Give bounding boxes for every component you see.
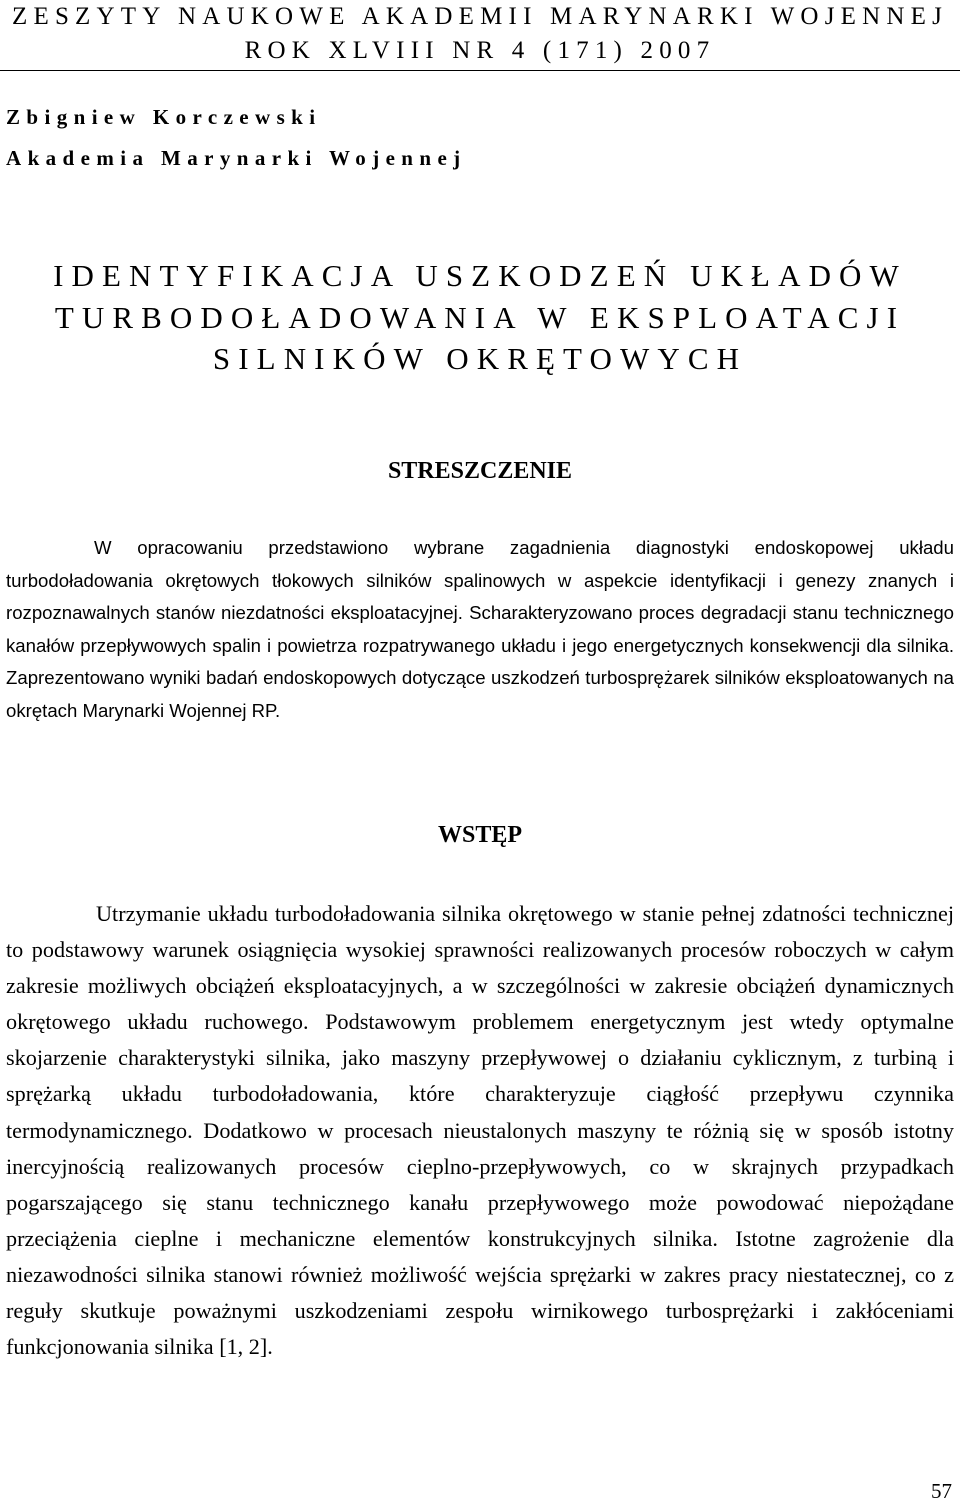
- page-number: 57: [931, 1479, 952, 1503]
- abstract-heading: STRESZCZENIE: [387, 458, 573, 484]
- abstract-text: W opracowaniu przedstawiono wybrane zagadnienia diagnostyki endoskopowej układu turbodoładowania okrętowych tłokowych silników spalinowych w aspekcie identyfikacji i genezy znanych i rozpoznawalnych stanów niezdatności eksploatacyjnej. Scharakteryzowano proces degradacji stanu technicznego kanałów przepływowych spalin i powietrza rozpatrywanego układu i jego energetycznych konsekwencji dla silnika. Zaprezentowano wyniki badań endoskopowych dotyczące uszkodzeń turbosprężarek silników eksploatowanych na okrętach Marynarki Wojennej RP.: [6, 537, 954, 721]
- abstract-section: [6, 532, 954, 727]
- journal-title: ZESZYTY NAUKOWE AKADEMII MARYNARKI WOJENNEJ: [12, 3, 948, 30]
- author-name: Zbigniew Korczewski: [6, 105, 322, 129]
- introduction-section: [6, 896, 954, 1365]
- introduction-text: Utrzymanie układu turbodoładowania silnika okrętowego w stanie pełnej zdatności technicznej to podstawowy warunek osiągnięcia wysokiej sprawności realizowanych procesów roboczych w całym zakresie możliwych obciążeń eksploatacyjnych, a w szczególności w zakresie obciążeń dynamicznych okrętowego układu ruchowego. Podstawowym problemem energetycznym jest wtedy optymalne skojarzenie charakterystyki silnika, jako maszyny przepływowej o działaniu cyklicznym, z turbiną i sprężarką układu turbodoładowania, które charakteryzuje ciągłość przepływu czynnika termodynamicznego. Dodatkowo w procesach nieustalonych maszyny te różnią się w sposób istotny inercyjnością realizowanych procesów cieplno-przepływowych, co w skrajnych przypadkach pogarszającego się stanu technicznego kanału przepływowego może powodować niepożądane przeciążenia cieplne i mechaniczne elementów konstrukcyjnych silnika. Istotne zagrożenie dla niezawodności silnika stanowi również możliwość wejścia sprężarki w zakres pracy niestatecznej, co z reguły skutkuje poważnymi uszkodzeniami zespołu wirnikowego turbosprężarki i zakłóceniami funkcjonowania silnika [1, 2].: [6, 901, 954, 1360]
- header-rule: [0, 70, 960, 71]
- journal-issue: ROK XLVIII NR 4 (171) 2007: [244, 37, 716, 64]
- author-affiliation: Akademia Marynarki Wojennej: [6, 146, 467, 170]
- introduction-heading: WSTĘP: [437, 822, 523, 848]
- article-title-line-2: TURBODOŁADOWANIA W EKSPLOATACJI: [54, 300, 906, 335]
- article-title-line-1: IDENTYFIKACJA USZKODZEŃ UKŁADÓW: [53, 258, 907, 293]
- article-title-line-3: SILNIKÓW OKRĘTOWYCH: [212, 341, 748, 376]
